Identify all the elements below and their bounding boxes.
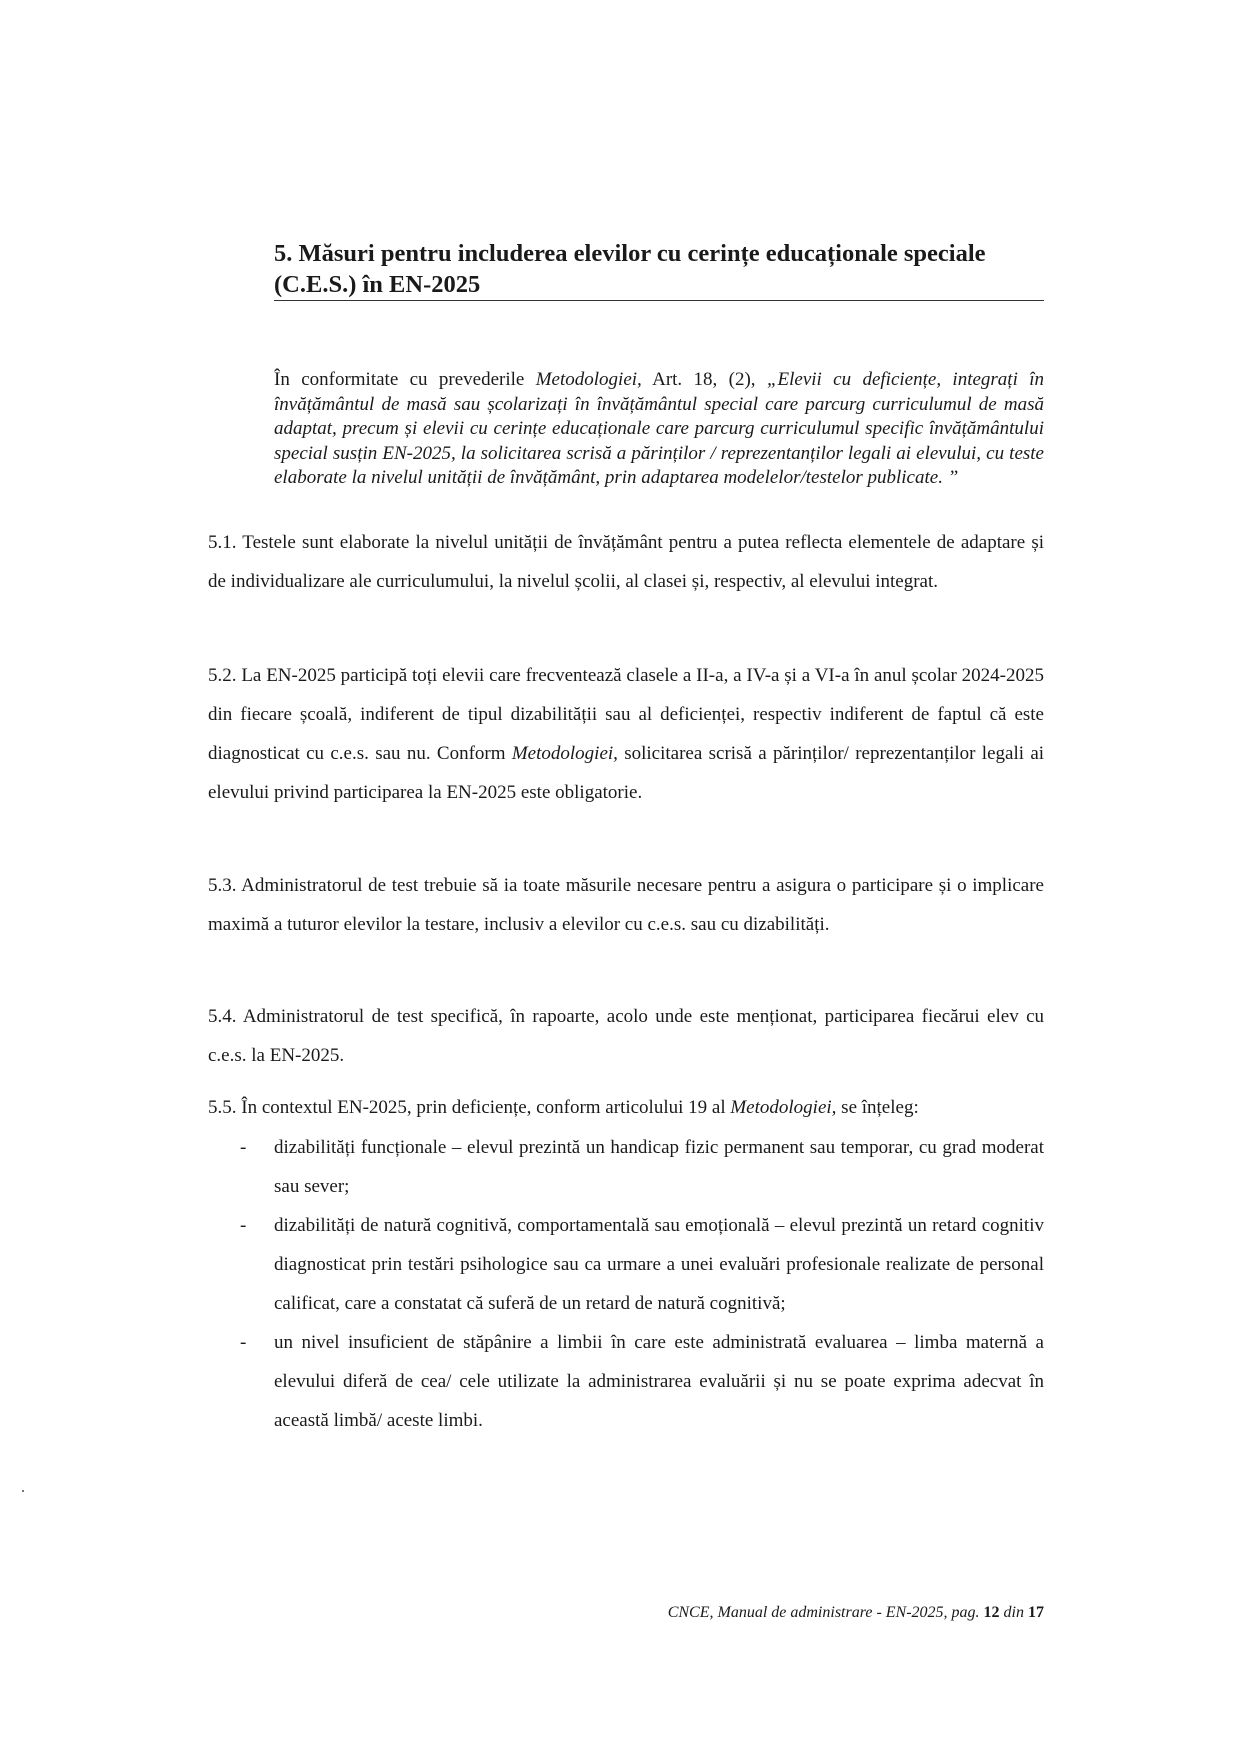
page-footer bbox=[668, 1604, 1044, 1622]
intro-article-ref: Art. 18, (2), bbox=[652, 369, 756, 390]
section-title-line-2: (C.E.S.) în EN-2025 bbox=[274, 271, 481, 298]
list-dash: - bbox=[240, 1332, 247, 1353]
list-item-text: dizabilități funcționale – elevul prezintă un handicap fizic permanent sau temporar, cu grad moderat sau sever; bbox=[274, 1137, 1044, 1197]
paragraph-5-2-part-b: solicitarea scrisă a părinților/ reprezentanților legali ai elevului privind participarea la EN-2025 este obligatorie. bbox=[208, 743, 1045, 803]
section-title-line-1: 5. Măsuri pentru includerea elevilor cu cerințe educaționale speciale bbox=[274, 240, 986, 267]
footer-of: din bbox=[1003, 1604, 1024, 1621]
paragraph-5-4: 5.4. Administratorul de test specifică, în rapoarte, acolo unde este menționat, participarea fiecărui elev cu c.e.s. la EN-2025. bbox=[208, 1006, 1044, 1066]
paragraph-5-5 bbox=[208, 1088, 1044, 1127]
paragraph-5-5-source: Metodologiei, bbox=[730, 1097, 837, 1118]
paragraph-5-3: 5.3. Administratorul de test trebuie să ia toate măsurile necesare pentru a asigura o participare și o implicare maximă a tuturor elevilor la testare, inclusiv a elevilor cu c.e.s. sau cu dizabilități. bbox=[208, 875, 1044, 935]
list-item-text: dizabilități de natură cognitivă, comportamentală sau emoțională – elevul prezintă un retard cognitiv diagnosticat prin testări psihologice sau ca urmare a unei evaluări profesionale realizate de personal calificat, care a constatat că suferă de un retard de natură cognitivă; bbox=[274, 1215, 1044, 1314]
paragraph-5-2-part-a: 5.2. La EN-2025 participă toți elevii care frecventează clasele a II-a, a IV-a și a VI-a în anul școlar 2024-2025 din fiecare școală, indiferent de tipul dizabilității sau al deficienței, respectiv indiferent de faptul că este diagnosticat cu c.e.s. sau nu. Conform bbox=[208, 665, 1044, 764]
deficiency-list bbox=[240, 1128, 1044, 1440]
list-item-text: un nivel insuficient de stăpânire a limbii în care este administrată evaluarea – limba maternă a elevului diferă de cea/ cele utilizate la administrarea evaluării și nu se poate exprima adecvat în această limbă/ aceste limbi. bbox=[274, 1332, 1044, 1431]
intro-lead: În conformitate cu prevederile bbox=[274, 369, 525, 390]
footer-total-pages: 17 bbox=[1028, 1604, 1044, 1621]
footer-page-number: 12 bbox=[983, 1604, 1000, 1621]
scan-speck bbox=[22, 1490, 24, 1492]
list-item bbox=[240, 1206, 1044, 1323]
paragraph-5-1: 5.1. Testele sunt elaborate la nivelul unității de învățământ pentru a putea reflecta elementele de adaptare și de individualizare ale curriculumului, la nivelul școlii, al clasei și, respectiv, al elevului integrat. bbox=[208, 532, 1044, 592]
intro-quote-paragraph bbox=[274, 368, 1044, 491]
list-dash: - bbox=[240, 1215, 247, 1236]
list-item bbox=[240, 1323, 1044, 1440]
list-item bbox=[240, 1128, 1044, 1206]
list-dash: - bbox=[240, 1137, 247, 1158]
paragraph-5-5-part-a: 5.5. În contextul EN-2025, prin deficiențe, conform articolului 19 al bbox=[208, 1097, 726, 1118]
paragraph-5-2 bbox=[208, 656, 1044, 812]
intro-source: Metodologiei, bbox=[535, 369, 642, 390]
intro-quote: „Elevii cu deficiențe, integrați în învățământul de masă sau școlarizați în învățământul special care parcurg curriculumul de masă adaptat, precum și elevii cu cerințe educaționale care parcurg curriculumul specific învățământului special susțin EN-2025, la solicitarea scrisă a părinților / reprezentanților legali ai elevului, cu teste elaborate la nivelul unității de învățământ, prin adaptarea modelelor/testelor publicate. ” bbox=[274, 369, 1045, 488]
section-title bbox=[274, 238, 1044, 301]
footer-text: CNCE, Manual de administrare - EN-2025, pag. bbox=[667, 1604, 980, 1621]
paragraph-5-5-part-b: se înțeleg: bbox=[841, 1097, 919, 1118]
paragraph-5-2-source: Metodologiei, bbox=[511, 743, 618, 764]
